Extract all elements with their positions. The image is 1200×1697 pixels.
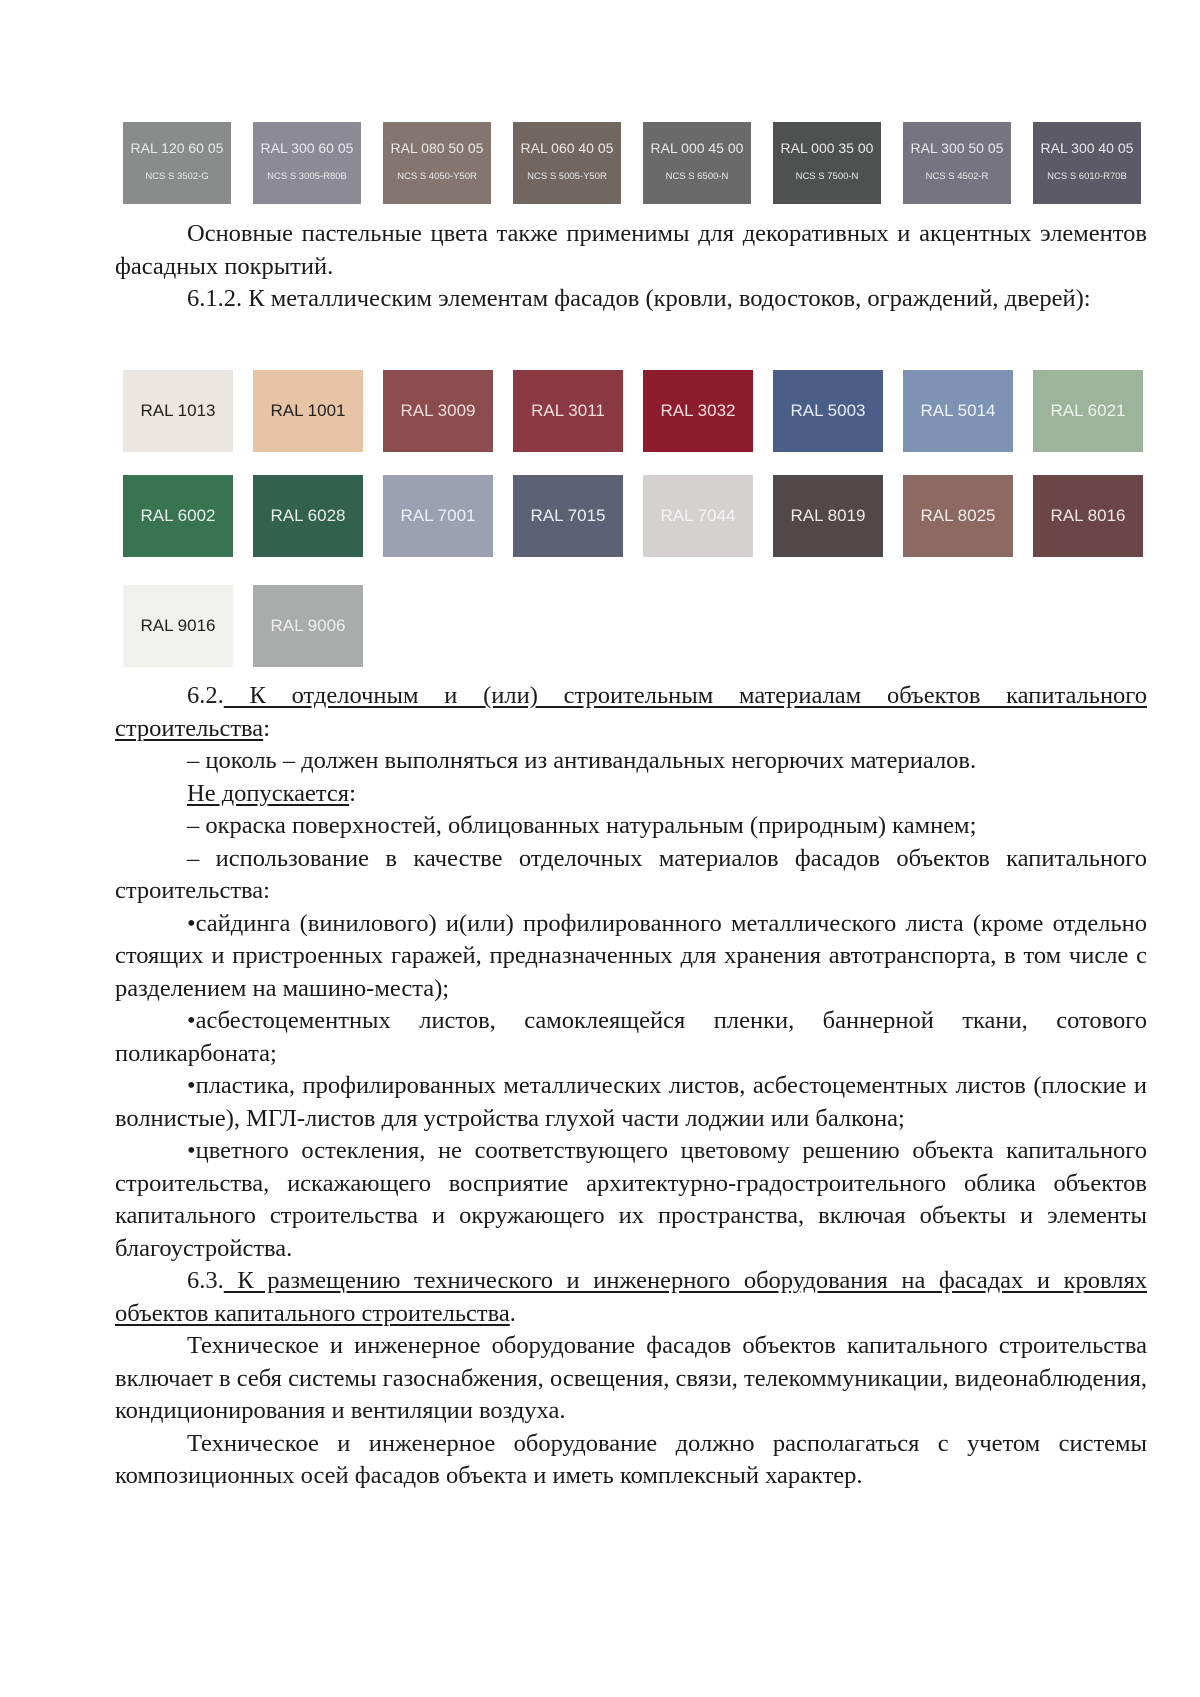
swatch-label: RAL 8025 — [920, 506, 996, 525]
color-swatch — [123, 370, 233, 452]
swatch-ncs-code: NCS S 6010-R70B — [1047, 171, 1127, 182]
clause-6-3-number: 6.3. — [187, 1267, 224, 1294]
swatch-label: RAL 8019 — [790, 506, 866, 525]
swatch-label: RAL 3032 — [660, 401, 736, 420]
color-swatch — [123, 585, 233, 667]
swatch-ncs-code: NCS S 4502-R — [925, 171, 989, 182]
clause-6-2-title: К отделочным и (или) строительным материалам объектов капитального строительства — [115, 682, 1147, 742]
equipment-placement: Техническое и инженерное оборудование должно располагаться с учетом системы композиционных осей фасадов объекта и иметь комплексный характер. — [115, 1429, 1147, 1489]
bullet-asbestos: •асбестоцементных листов, самоклеящейся пленки, баннерной ткани, сотового поликарбоната; — [115, 1007, 1147, 1067]
color-swatch — [773, 475, 883, 557]
swatch-label: RAL 7001 — [400, 506, 476, 525]
swatch-label: RAL 6028 — [270, 506, 346, 525]
color-swatch — [1033, 122, 1141, 204]
swatch-ral-code: RAL 080 50 05 — [390, 140, 484, 156]
color-swatch — [513, 370, 623, 452]
text-block-colors — [115, 218, 1147, 316]
color-swatch — [253, 585, 363, 667]
clause-6-2-number: 6.2. — [187, 682, 224, 709]
pastel-note: Основные пастельные цвета также применимы для декоративных и акцентных элементов фасадных покрытий. — [115, 220, 1147, 280]
text-block-requirements — [115, 680, 1147, 1493]
not-allowed-colon: : — [349, 779, 356, 807]
swatch-label: RAL 5003 — [790, 401, 866, 420]
color-swatch — [123, 122, 231, 204]
swatch-ral-code: RAL 300 50 05 — [910, 140, 1004, 156]
swatch-label: RAL 7015 — [530, 506, 606, 525]
swatch-label: RAL 3009 — [400, 401, 476, 420]
color-swatch — [903, 122, 1011, 204]
color-swatch — [383, 475, 493, 557]
swatch-label: RAL 7044 — [660, 506, 736, 525]
swatch-label: RAL 5014 — [920, 401, 996, 420]
swatch-ral-code: RAL 060 40 05 — [520, 140, 614, 156]
materials-prohibition: – использование в качестве отделочных материалов фасадов объектов капитального строительства: — [115, 844, 1147, 904]
color-swatch — [643, 475, 753, 557]
swatch-ncs-code: NCS S 6500-N — [665, 171, 729, 182]
painting-prohibition: – окраска поверхностей, облицованных натуральным (природным) камнем; — [187, 812, 977, 839]
color-swatch — [253, 475, 363, 557]
swatch-ral-code: RAL 000 45 00 — [650, 140, 744, 156]
color-swatch — [383, 370, 493, 452]
color-swatch — [513, 475, 623, 557]
swatch-label: RAL 9016 — [140, 616, 216, 635]
color-swatch — [383, 122, 491, 204]
swatch-ral-code: RAL 000 35 00 — [780, 140, 874, 156]
swatch-ncs-code: NCS S 7500-N — [795, 171, 859, 182]
swatch-label: RAL 1013 — [140, 401, 216, 420]
color-swatch — [253, 122, 361, 204]
color-swatch — [643, 370, 753, 452]
swatch-ncs-code: NCS S 3502-G — [145, 171, 209, 182]
color-swatch — [773, 122, 881, 204]
color-swatch — [123, 475, 233, 557]
swatch-label: RAL 6002 — [140, 506, 216, 525]
swatch-label: RAL 1001 — [270, 401, 346, 420]
clause-6-1-2: 6.1.2. К металлическим элементам фасадов (кровли, водостоков, ограждений, дверей): — [187, 285, 1091, 312]
color-swatch — [513, 122, 621, 204]
swatch-ral-code: RAL 300 60 05 — [260, 140, 354, 156]
not-allowed-label: Не допускается — [187, 779, 350, 807]
color-swatch — [773, 370, 883, 452]
clause-6-3-period: . — [509, 1299, 516, 1327]
color-swatch — [1033, 370, 1143, 452]
clause-6-3 — [115, 1265, 1147, 1330]
swatch-ncs-code: NCS S 5005-Y50R — [527, 171, 607, 182]
ncs-swatch-row — [123, 122, 1141, 204]
clause-6-2-colon: : — [263, 714, 270, 742]
not-allowed-heading — [115, 778, 1147, 811]
swatch-ral-code: RAL 120 60 05 — [130, 140, 224, 156]
bullet-siding: •сайдинга (винилового) и(или) профилированного металлического листа (кроме отдельно стоящих и пристроенных гаражей, предназначенных для хранения автотранспорта, в том числе с разделением на машино-места); — [115, 909, 1147, 1002]
swatch-ral-code: RAL 300 40 05 — [1040, 140, 1134, 156]
swatch-label: RAL 8016 — [1050, 506, 1126, 525]
swatch-label: RAL 9006 — [270, 616, 346, 635]
ral-swatch-row-2 — [123, 475, 1143, 557]
ral-swatch-row-1 — [123, 370, 1143, 452]
swatch-label: RAL 6021 — [1050, 401, 1126, 420]
color-swatch — [253, 370, 363, 452]
color-swatch — [903, 475, 1013, 557]
ral-swatch-row-3 — [123, 585, 363, 667]
clause-6-3-title: К размещению технического и инженерного оборудования на фасадах и кровлях объектов капитального строительства — [115, 1267, 1147, 1327]
color-swatch — [643, 122, 751, 204]
color-swatch — [1033, 475, 1143, 557]
equipment-includes: Техническое и инженерное оборудование фасадов объектов капитального строительства включает в себя системы газоснабжения, освещения, связи, телекоммуникации, видеонаблюдения, кондиционирования и вентиляции воздуха. — [115, 1332, 1147, 1424]
swatch-ncs-code: NCS S 3005-R80B — [267, 171, 347, 182]
plinth-requirement: – цоколь – должен выполняться из антивандальных негорючих материалов. — [187, 747, 977, 774]
bullet-plastic: •пластика, профилированных металлических листов, асбестоцементных листов (плоские и волнистые), МГЛ-листов для устройства глухой части лоджии или балкона; — [115, 1072, 1147, 1132]
bullet-glazing: •цветного остекления, не соответствующего цветовому решению объекта капитального строительства, искажающего восприятие архитектурно-градостроительного облика объектов капитального строительства и окружающего их пространства, включая объекты и элементы благоустройства. — [115, 1137, 1147, 1262]
clause-6-2 — [115, 680, 1147, 745]
color-swatch — [903, 370, 1013, 452]
swatch-label: RAL 3011 — [531, 401, 605, 420]
swatch-ncs-code: NCS S 4050-Y50R — [397, 171, 477, 182]
